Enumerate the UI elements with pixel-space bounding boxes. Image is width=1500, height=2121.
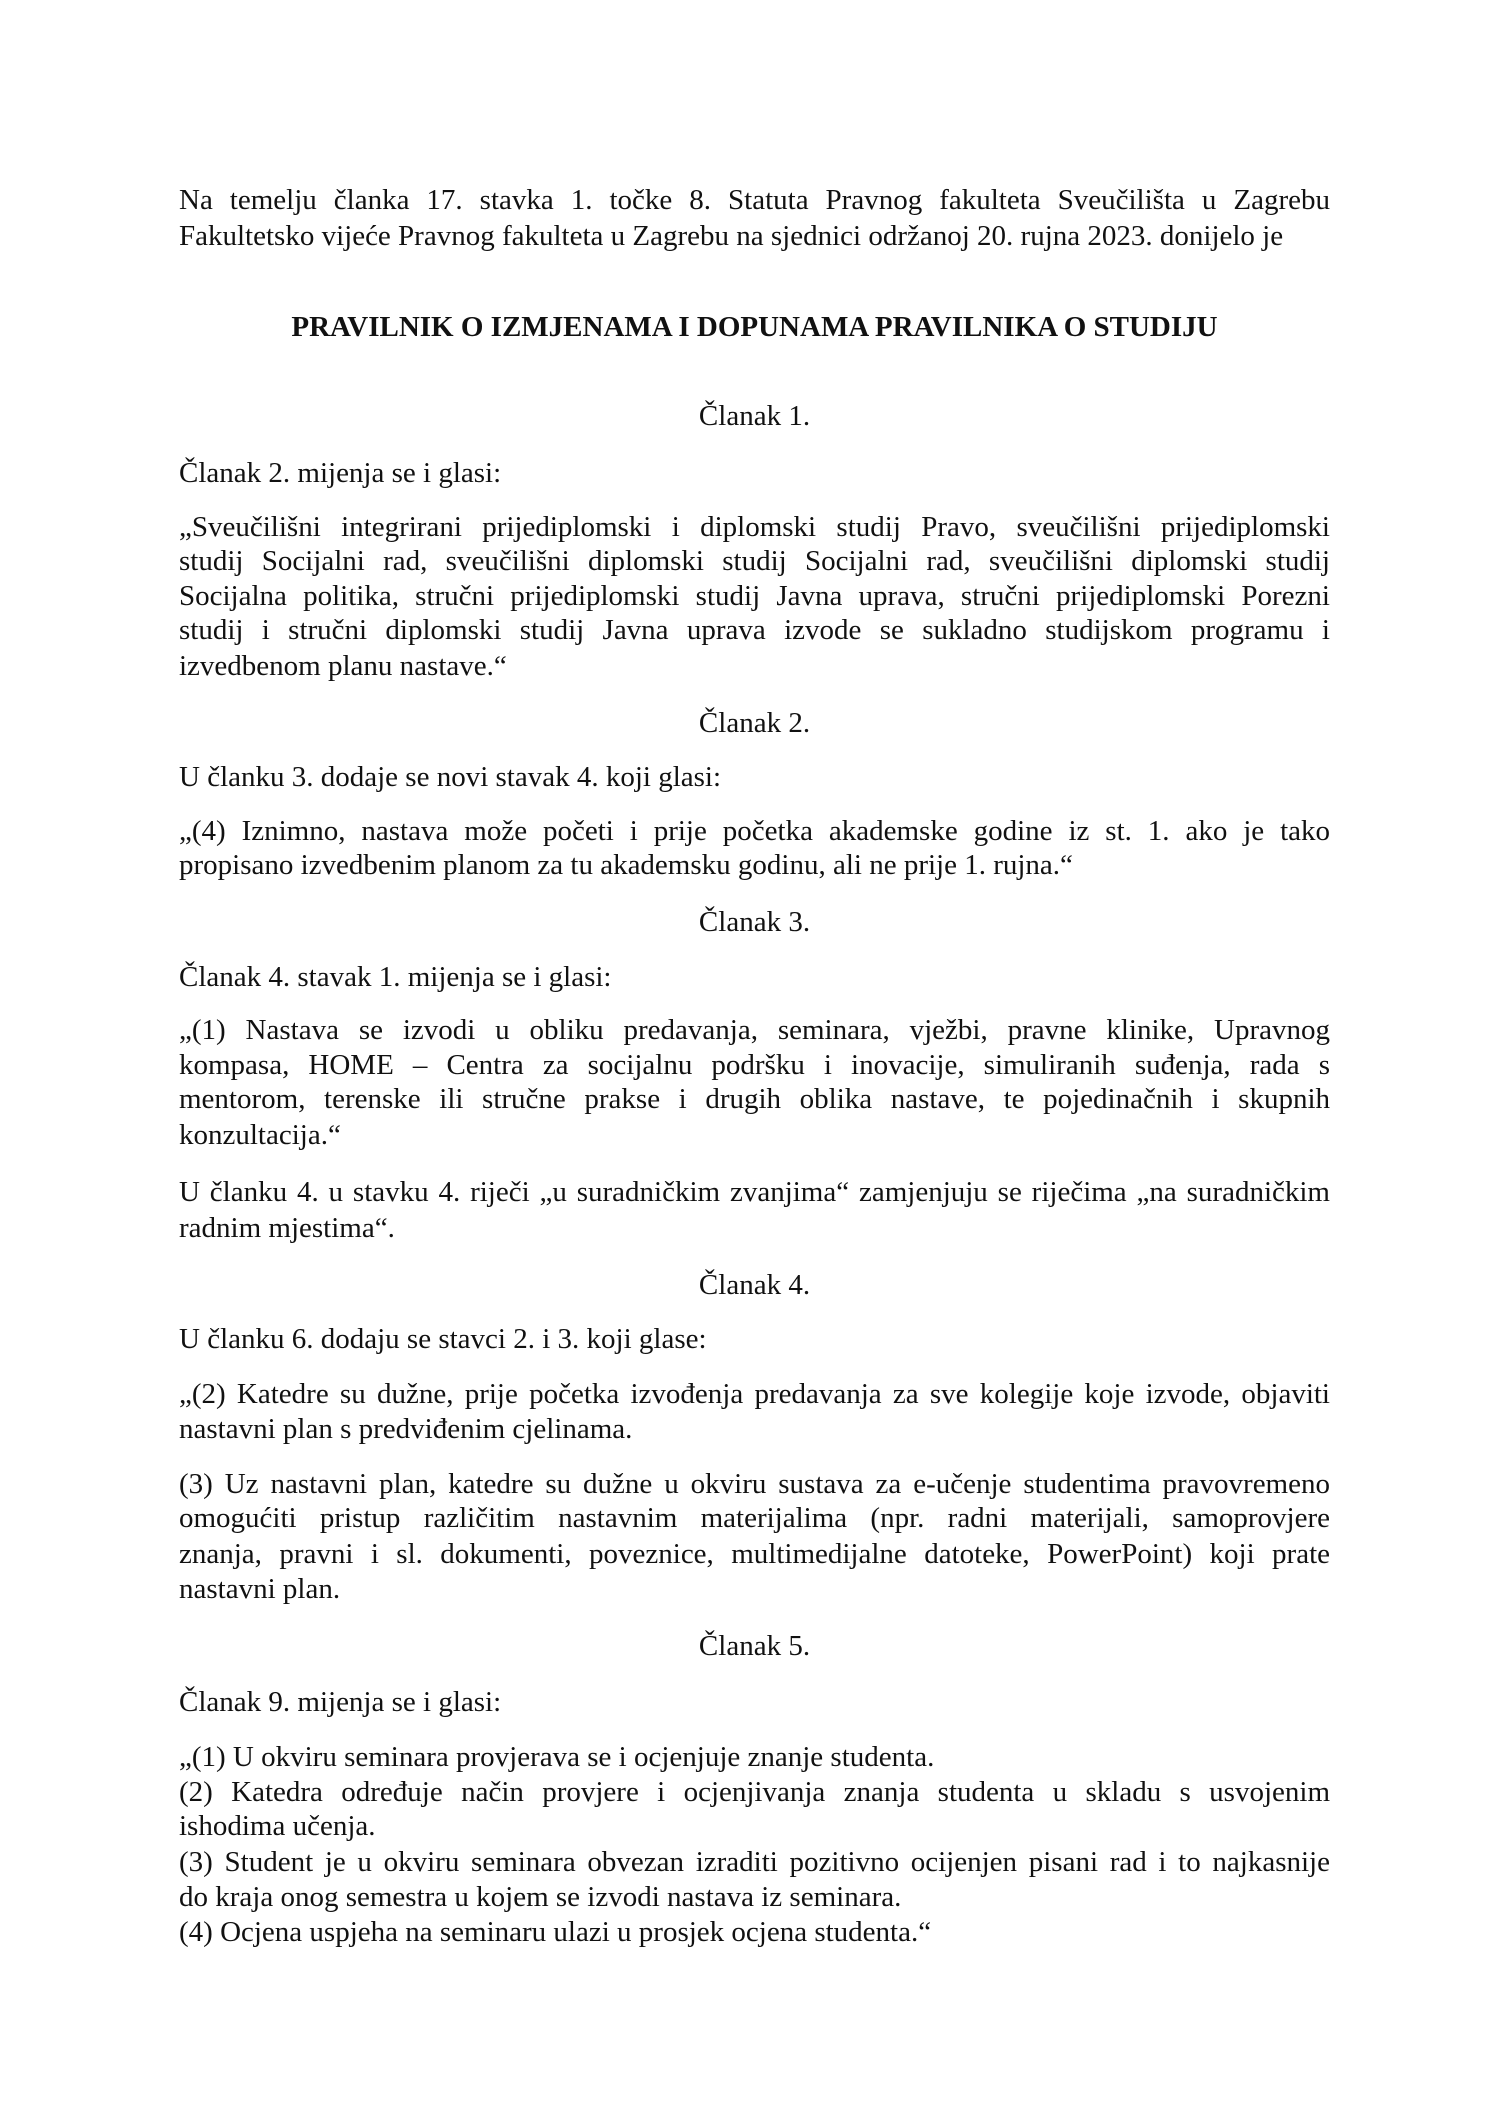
- article-text-line: „Sveučilišni integrirani prijediplomski i diplomski studij Pravo, sveučilišni prijediplomski: [179, 511, 1330, 543]
- article-heading: Članak 3.: [698, 906, 811, 938]
- article-heading: Članak 1.: [698, 400, 811, 432]
- article-extra-line: (3) Uz nastavni plan, katedre su dužne u okviru sustava za e-učenje studentima pravovremeno: [179, 1468, 1330, 1500]
- article-extra-line: nastavni plan.: [179, 1573, 341, 1605]
- article-heading: Članak 4.: [698, 1269, 811, 1301]
- article-extra-line: radnim mjestima“.: [179, 1212, 395, 1244]
- article-text-line: „(2) Katedre su dužne, prije početka izvođenja predavanja za sve kolegije koje izvode, objaviti: [179, 1378, 1330, 1410]
- article-text-line: izvedbenom planu nastave.“: [179, 650, 507, 682]
- intro-line: Na temelju članka 17. stavka 1. točke 8. Statuta Pravnog fakulteta Sveučilišta u Zagrebu: [179, 184, 1330, 216]
- article-lead: Članak 2. mijenja se i glasi:: [179, 457, 502, 489]
- article-text-line: ishodima učenja.: [179, 1810, 376, 1842]
- article-extra-line: znanja, pravni i sl. dokumenti, poveznice, multimedijalne datoteke, PowerPoint) koji prate: [179, 1538, 1330, 1570]
- document-title: PRAVILNIK O IZMJENAMA I DOPUNAMA PRAVILNIKA O STUDIJU: [291, 311, 1218, 343]
- article-text-line: mentorom, terenske ili stručne prakse i drugih oblika nastave, te pojedinačnih i skupnih: [179, 1083, 1330, 1115]
- article-lead: Članak 9. mijenja se i glasi:: [179, 1686, 502, 1718]
- article-text-line: kompasa, HOME – Centra za socijalnu podršku i inovacije, simuliranih suđenja, rada s: [179, 1049, 1330, 1081]
- article-text-line: (4) Ocjena uspjeha na seminaru ulazi u prosjek ocjena studenta.“: [179, 1916, 932, 1948]
- article-text-line: konzultacija.“: [179, 1119, 341, 1151]
- article-lead: U članku 3. dodaje se novi stavak 4. koji glasi:: [179, 761, 722, 793]
- article-text-line: (3) Student je u okviru seminara obvezan izraditi pozitivno ocijenjen pisani rad i to najkasnije: [179, 1846, 1330, 1878]
- article-text-line: „(1) Nastava se izvodi u obliku predavanja, seminara, vježbi, pravne klinike, Upravnog: [179, 1014, 1330, 1046]
- article-extra-line: U članku 4. u stavku 4. riječi „u suradničkim zvanjima“ zamjenjuju se riječima „na suradničkim: [179, 1176, 1330, 1208]
- article-text-line: „(4) Iznimno, nastava može početi i prije početka akademske godine iz st. 1. ako je tako: [179, 815, 1330, 847]
- article-text-line: do kraja onog semestra u kojem se izvodi nastava iz seminara.: [179, 1881, 902, 1913]
- article-text-line: (2) Katedra određuje način provjere i ocjenjivanja znanja studenta u skladu s usvojenim: [179, 1776, 1330, 1808]
- article-text-line: studij Socijalni rad, sveučilišni diplomski studij Socijalni rad, sveučilišni diplomski studij: [179, 545, 1330, 577]
- article-text-line: studij i stručni diplomski studij Javna uprava izvode se sukladno studijskom programu i: [179, 614, 1330, 646]
- article-text-line: Socijalna politika, stručni prijediplomski studij Javna uprava, stručni prijediplomski Porezni: [179, 580, 1330, 612]
- article-lead: Članak 4. stavak 1. mijenja se i glasi:: [179, 961, 612, 993]
- article-extra-line: omogućiti pristup različitim nastavnim materijalima (npr. radni materijali, samoprovjere: [179, 1502, 1330, 1534]
- article-text-line: nastavni plan s predviđenim cjelinama.: [179, 1413, 633, 1445]
- article-text-line: „(1) U okviru seminara provjerava se i ocjenjuje znanje studenta.: [179, 1741, 935, 1773]
- intro-line: Fakultetsko vijeće Pravnog fakulteta u Zagrebu na sjednici održanoj 20. rujna 2023. donijelo je: [179, 220, 1284, 252]
- article-heading: Članak 2.: [698, 707, 811, 739]
- article-text-line: propisano izvedbenim planom za tu akademsku godinu, ali ne prije 1. rujna.“: [179, 849, 1073, 881]
- article-heading: Članak 5.: [698, 1630, 811, 1662]
- article-lead: U članku 6. dodaju se stavci 2. i 3. koji glase:: [179, 1323, 707, 1355]
